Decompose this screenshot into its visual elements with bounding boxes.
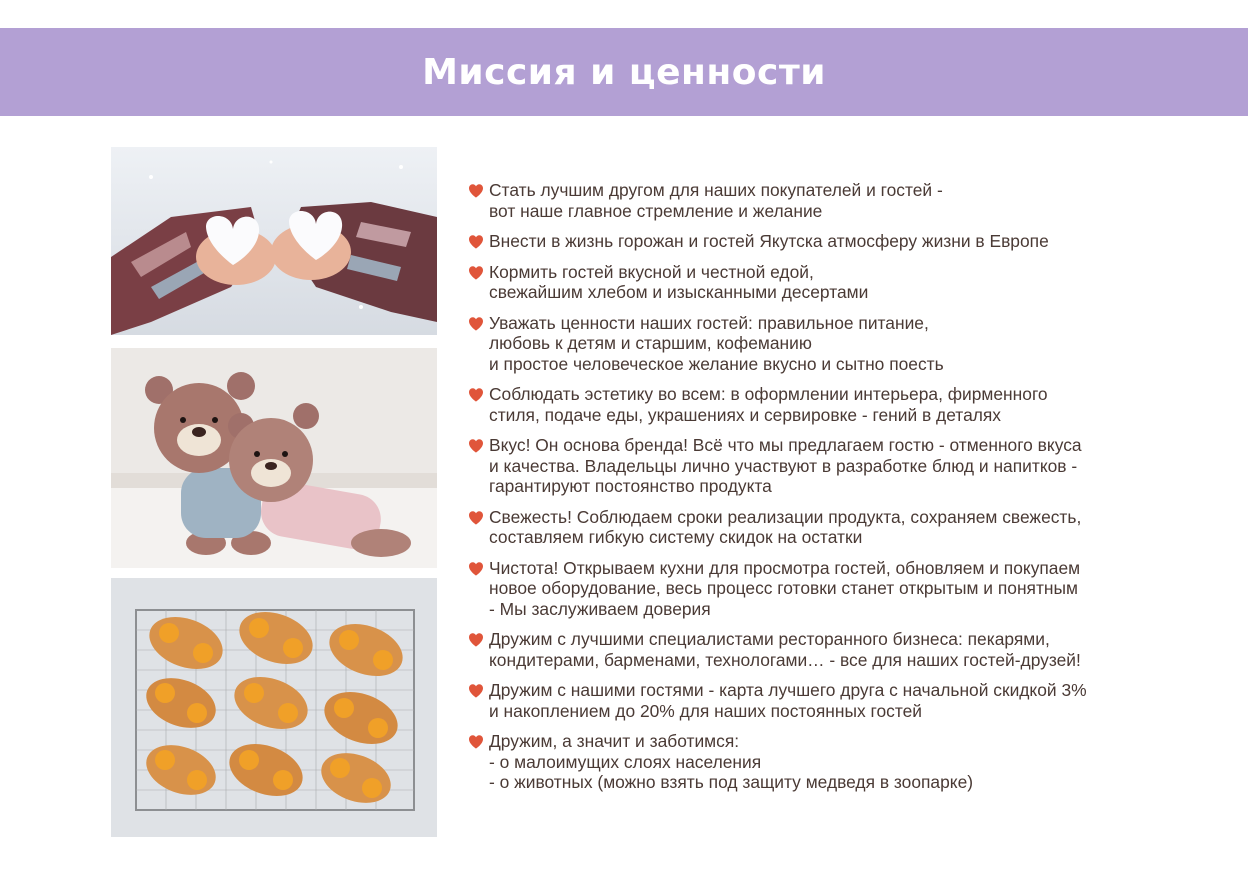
list-item-text (489, 262, 868, 303)
list-item (468, 629, 1188, 670)
list-item-line: - о малоимущих слоях населения (489, 751, 762, 772)
list-item-text (489, 507, 1081, 548)
list-item (468, 680, 1188, 721)
list-item-line: стиля, подаче еды, украшениях и сервировке - гений в деталях (489, 404, 1002, 425)
photo-snow-hearts (111, 147, 437, 335)
list-item-line: и качества. Владельцы лично участвуют в разработке блюд и напитков - (489, 455, 1078, 476)
list-item (468, 558, 1188, 620)
list-item-line: составляем гибкую систему скидок на остатки (489, 527, 863, 547)
list-item (468, 180, 1188, 221)
list-item-text (489, 180, 943, 221)
list-item-line: Чистота! Открываем кухни для просмотра гостей, обновляем и покупаем (489, 557, 1081, 578)
photo-apricot-pastries (111, 578, 437, 837)
list-item-line: Дружим с лучшими специалистами ресторанного бизнеса: пекарями, (489, 629, 1050, 649)
list-item-line: Стать лучшим другом для наших покупателей и гостей - (489, 180, 943, 200)
heart-bullet-icon (468, 387, 484, 403)
list-item-line: Дружим, а значит и заботимся: (489, 731, 740, 751)
list-item-line: свежайшим хлебом и изысканными десертами (489, 282, 869, 302)
list-item-line: Внести в жизнь горожан и гостей Якутска атмосферу жизни в Европе (489, 231, 1049, 251)
list-item (468, 731, 1188, 793)
list-item-line: Соблюдать эстетику во всем: в оформлении интерьера, фирменного (489, 384, 1048, 404)
heart-bullet-icon (468, 561, 484, 577)
photo-teddy-bears (111, 348, 437, 568)
heart-bullet-icon (468, 683, 484, 699)
list-item-text (489, 680, 1087, 721)
list-item-text (489, 558, 1080, 620)
list-item (468, 435, 1188, 497)
heart-bullet-icon (468, 265, 484, 281)
list-item-text (489, 731, 973, 793)
list-item-line: кондитерами, барменами, технологами… - все для наших гостей-друзей! (489, 649, 1081, 670)
list-item-line: вот наше главное стремление и желание (489, 200, 823, 221)
list-item-line: Свежесть! Соблюдаем сроки реализации продукта, сохраняем свежесть, (489, 506, 1082, 527)
heart-bullet-icon (468, 734, 484, 750)
heart-bullet-icon (468, 632, 484, 648)
values-list (468, 180, 1188, 803)
list-item (468, 313, 1188, 375)
list-item-line: и накоплением до 20% для наших постоянных гостей (489, 700, 922, 721)
list-item-line: Уважать ценности наших гостей: правильное питание, (489, 312, 929, 333)
list-item (468, 384, 1188, 425)
list-item-line: Кормить гостей вкусной и честной едой, (489, 261, 814, 282)
list-item-line: - о животных (можно взять под защиту медведя в зоопарке) (489, 772, 974, 792)
list-item-line: Вкус! Он основа бренда! Всё что мы предлагаем гостю - отменного вкуса (489, 435, 1082, 455)
list-item-line: и простое человеческое желание вкусно и сытно поесть (489, 353, 944, 374)
list-item-text (489, 629, 1081, 670)
list-item (468, 507, 1188, 548)
heart-bullet-icon (468, 510, 484, 526)
list-item (468, 231, 1188, 252)
list-item-text (489, 313, 944, 375)
list-item-text (489, 384, 1048, 425)
title-banner (0, 28, 1248, 116)
list-item-line: гарантируют постоянство продукта (489, 476, 772, 496)
list-item-line: Дружим с нашими гостями - карта лучшего друга с начальной скидкой 3% (489, 680, 1087, 700)
list-item-line: - Мы заслуживаем доверия (489, 598, 711, 619)
heart-bullet-icon (468, 438, 484, 454)
heart-bullet-icon (468, 183, 484, 199)
list-item (468, 262, 1188, 303)
list-item-text (489, 435, 1082, 497)
page-title: Миссия и ценности (422, 51, 826, 93)
list-item-line: новое оборудование, весь процесс готовки станет открытым и понятным (489, 578, 1078, 598)
heart-bullet-icon (468, 316, 484, 332)
list-item-text (489, 231, 1049, 252)
heart-bullet-icon (468, 234, 484, 250)
list-item-line: любовь к детям и старшим, кофеманию (489, 333, 812, 353)
